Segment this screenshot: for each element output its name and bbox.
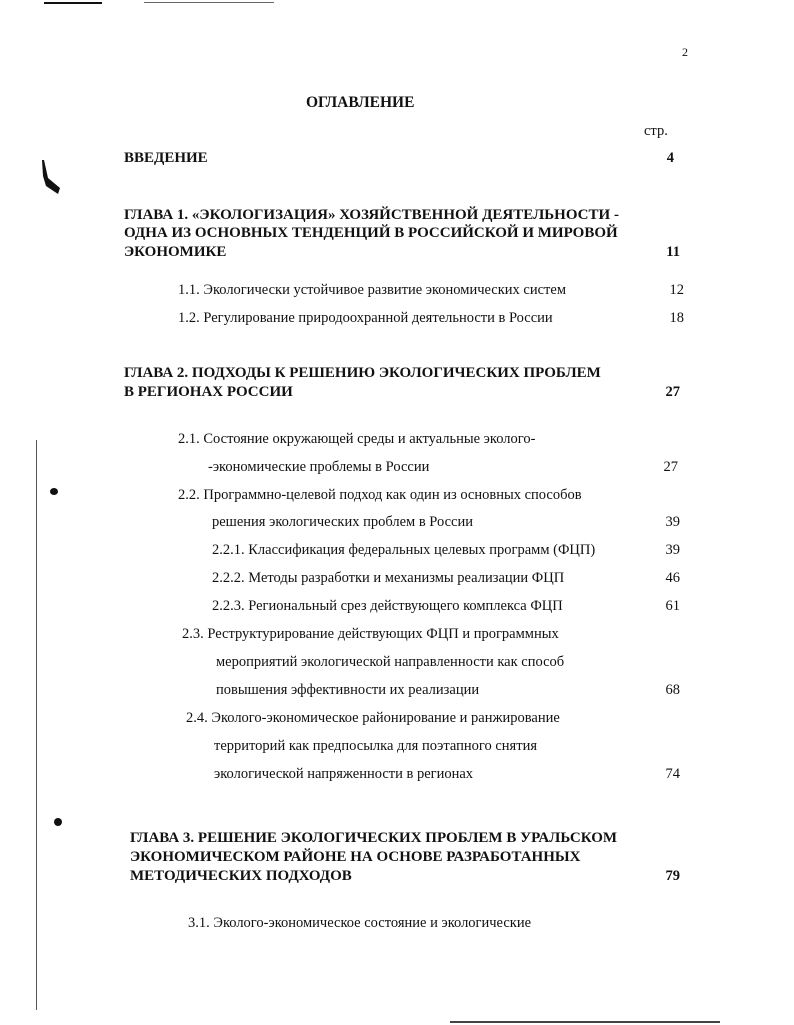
scan-bottom-rule	[450, 1021, 720, 1023]
scan-dot-1	[50, 488, 58, 495]
toc-chapter3-line2: ЭКОНОМИЧЕСКОМ РАЙОНЕ НА ОСНОВЕ РАЗРАБОТАННЫХ	[130, 849, 581, 865]
toc-section-1-1-page: 12	[669, 282, 684, 298]
toc-section-2-4-line3: экологической напряженности в регионах	[214, 766, 474, 782]
page-column-label: стр.	[644, 123, 668, 139]
toc-section-2-2-line1: 2.2. Программно-целевой подход как один из основных способов	[178, 487, 582, 503]
toc-chapter2-line1: ГЛАВА 2. ПОДХОДЫ К РЕШЕНИЮ ЭКОЛОГИЧЕСКИХ ПРОБЛЕМ	[124, 365, 601, 381]
toc-subsection-2-2-1: 2.2.1. Классификация федеральных целевых программ (ФЦП)	[212, 542, 596, 558]
page-title: ОГЛАВЛЕНИЕ	[306, 94, 415, 111]
toc-chapter1-line1: ГЛАВА 1. «ЭКОЛОГИЗАЦИЯ» ХОЗЯЙСТВЕННОЙ ДЕЯТЕЛЬНОСТИ -	[124, 207, 619, 223]
toc-section-2-4-line1: 2.4. Эколого-экономическое районирование и ранжирование	[186, 710, 560, 726]
toc-section-2-2-line2: решения экологических проблем в России	[212, 514, 474, 530]
toc-chapter1-line3: ЭКОНОМИКЕ	[124, 244, 227, 260]
toc-subsection-2-2-2-page: 46	[665, 570, 680, 586]
toc-section-2-4-page: 74	[665, 766, 680, 782]
toc-intro-page: 4	[666, 150, 674, 166]
toc-chapter3-page: 79	[665, 868, 680, 884]
toc-intro-title: ВВЕДЕНИЕ	[124, 150, 208, 166]
toc-section-2-1-line1: 2.1. Состояние окружающей среды и актуальные эколого-	[178, 431, 536, 447]
toc-subsection-2-2-3: 2.2.3. Региональный срез действующего комплекса ФЦП	[212, 598, 563, 614]
page-number: 2	[682, 45, 688, 59]
toc-section-1-2: 1.2. Регулирование природоохранной деятельности в России	[178, 310, 553, 326]
toc-subsection-2-2-1-page: 39	[665, 542, 680, 558]
toc-chapter1-line2: ОДНА ИЗ ОСНОВНЫХ ТЕНДЕНЦИЙ В РОССИЙСКОЙ И МИРОВОЙ	[124, 225, 618, 241]
toc-section-2-3-line1: 2.3. Реструктурирование действующих ФЦП и программных	[182, 626, 559, 642]
scan-top-rule-right	[144, 2, 274, 3]
toc-chapter3-line1: ГЛАВА 3. РЕШЕНИЕ ЭКОЛОГИЧЕСКИХ ПРОБЛЕМ В УРАЛЬСКОМ	[130, 830, 618, 846]
toc-section-2-1-line2: -экономические проблемы в России	[208, 459, 430, 475]
toc-section-2-3-page: 68	[665, 682, 680, 698]
toc-section-2-3-line2: мероприятий экологической направленности как способ	[216, 654, 565, 670]
toc-chapter2-page: 27	[665, 384, 680, 400]
toc-section-2-3-line3: повышения эффективности их реализации	[216, 682, 480, 698]
toc-chapter3-line3: МЕТОДИЧЕСКИХ ПОДХОДОВ	[130, 868, 352, 884]
scan-left-edge	[36, 440, 37, 1010]
toc-section-1-1: 1.1. Экологически устойчивое развитие экономических систем	[178, 282, 567, 298]
toc-section-2-2-page: 39	[665, 514, 680, 530]
toc-section-3-1-line1: 3.1. Эколого-экономическое состояние и экологические	[188, 915, 532, 931]
toc-chapter1-page: 11	[666, 244, 680, 260]
toc-chapter2-line2: В РЕГИОНАХ РОССИИ	[124, 384, 293, 400]
toc-section-1-2-page: 18	[669, 310, 684, 326]
scan-top-rule-left	[44, 2, 102, 4]
scan-smudge-arrow	[38, 158, 64, 196]
toc-section-2-4-line2: территорий как предпосылка для поэтапного снятия	[214, 738, 537, 754]
toc-subsection-2-2-2: 2.2.2. Методы разработки и механизмы реализации ФЦП	[212, 570, 565, 586]
scan-dot-2	[54, 818, 62, 826]
toc-section-2-1-page: 27	[663, 459, 678, 475]
toc-subsection-2-2-3-page: 61	[665, 598, 680, 614]
